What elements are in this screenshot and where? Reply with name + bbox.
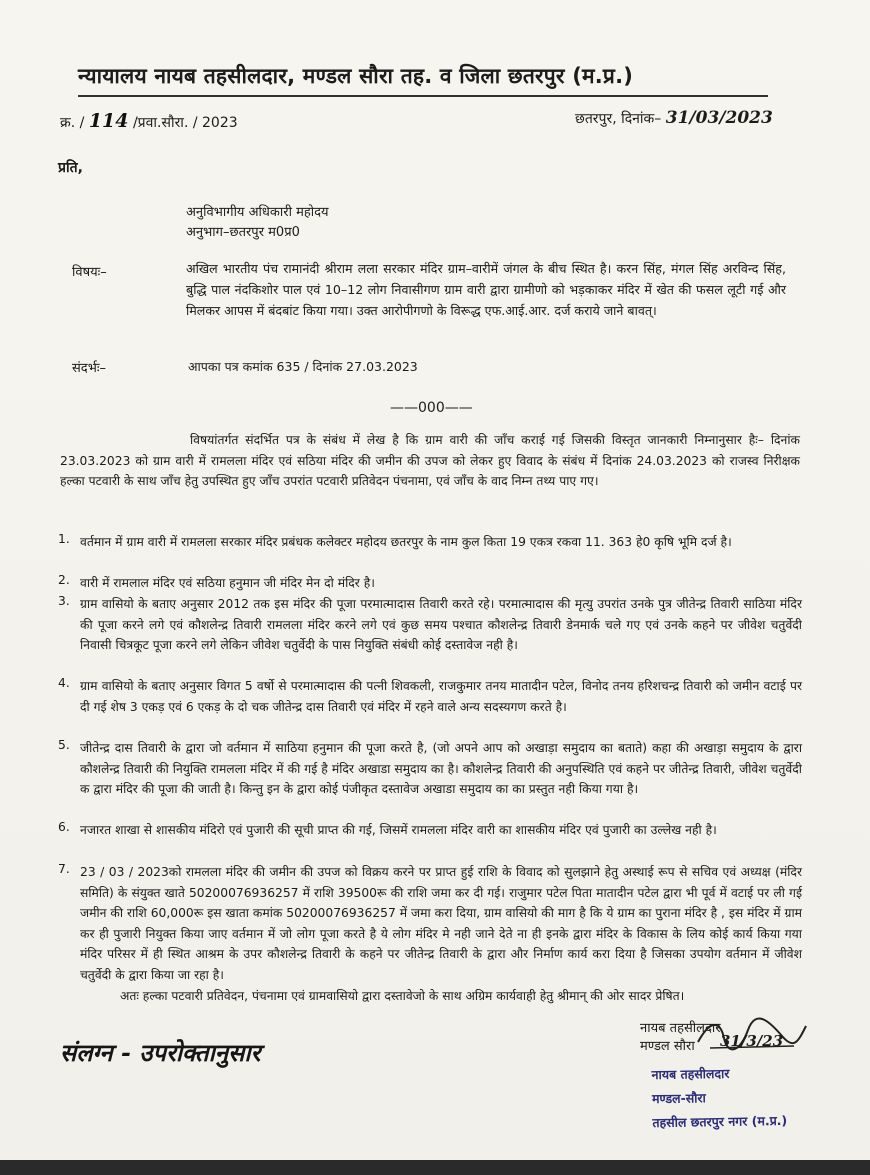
stamp-line-2: मण्डल-सौरा: [651, 1090, 706, 1107]
reference-label: संदर्भः–: [72, 361, 106, 376]
addressee-line-2: अनुभाग–छतरपुर म0प्र0: [186, 225, 300, 240]
ref-suffix: /प्रवा.सौरा. / 2023: [132, 115, 238, 131]
subject-text: अखिल भारतीय पंच रामानंदी श्रीराम लला सरकार मंदिर ग्राम–वारीमें जंगल के बीच स्थित है। करन सिंह, मंगल सिंह अरविन्द सिंह, बुद्धि पाल नंदकिशोर पाल एवं 10–12 लोग निवासीगण ग्राम वारी द्वारा ग्रामीणो को भड़काकर मंदिर में खेत की फसल लूटी गई और मिलकर आपस में बंदबांट किया गया। उक्त आरोपीगणो के विरूद्ध एफ.आई.आर. दर्ज कराये जाने बावत्।: [186, 261, 786, 318]
center-separator: ——000——: [390, 400, 473, 416]
to-label: प्रति,: [58, 160, 83, 176]
addressee-block: [186, 203, 329, 243]
list-item: ग्राम वासियो के बताए अनुसार विगत 5 वर्षो से परमात्मादास की पत्नी शिवकली, राजकुमार तनय मातादीन पटेल, विनोद तनय हरिशचन्द्र तिवारी को जमीन वटाई पर दी गई शेष 3 एकड़ एवं 6 एकड़ के दो चक जीतेन्द्र दास तिवारी एवं मंदिर में रहने वाले अन्य सदस्यगण करते है।: [80, 679, 802, 714]
list-item: ग्राम वासियो के बताए अनुसार 2012 तक इस मंदिर की पूजा परमात्मादास तिवारी करते रहे। परमात्मादास की मृत्यु उपरांत उनके पुत्र जीतेन्द्र तिवारी साठिया मंदिर की पूजा करने लगे एवं कौशलेन्द्र तिवारी रामलला मंदिर करने लगे एवं कुछ समय पश्चात कौशलेन्द्र तिवारी डेनमार्क चले गए एवं उनके कहने पर जीवेश चतुर्वेदी निवासी चित्रकूट पूजा करने लगे लेकिन जीवेश चतुर्वेदी के पास नियुक्ति संबंधी कोई दस्तावेज नही है।: [80, 597, 802, 652]
date-label: छतरपुर, दिनांक–: [575, 111, 666, 127]
bottom-edge-bar: [0, 1160, 870, 1175]
item-number: 4.: [58, 676, 70, 690]
subject-label: विषयः–: [72, 265, 107, 280]
date-line: [575, 108, 773, 128]
item-number: 5.: [58, 738, 70, 752]
ref-number-handwritten: 114: [88, 110, 129, 132]
item-number: 6.: [58, 820, 70, 834]
addressee-line-1: अनुविभागीय अधिकारी महोदय: [186, 205, 329, 220]
list-item: 23 / 03 / 2023को रामलला मंदिर की जमीन की उपज को विक्रय करने पर प्राप्त हुई राशि के विवाद को सुलझाने हेतु अस्थाई रूप से सचिव एवं अध्यक्ष (मंदिर समिति) के संयुक्त खाते 50200076936257 में राशि 39500रू की राशि जमा कर दी गई। राजुमार पटेल पिता मातादीन पटेल द्वारा भी पूर्व में वटाई पर ली गई जमीन की राशि 60,000रू इस खाता कमांक 50200076936257 में जमा करा दिया, ग्राम वासियो की माग है कि ये ग्राम का पुराना मंदिर है , इस मंदिर में ग्राम कर ही पुजारी नियुक्त किया जाए वर्तमान में जो लोग पूजा करते है ये लोग मंदिर मे नही जाने देते ना ही इनके द्वारा मंदिर के विकास के लिय कोई कार्य किया गया मंदिर परिसर में ही स्थित आश्रम के उपर कौशलेन्द्र तिवारी के कहने पर जीतेन्द्र तिवारी के द्वारा और निर्माण कार्य करा दिया है जिसका उपयोग वर्तमान में जीवेश चतुर्वेदी के द्वारा किया जा रहा है।: [80, 865, 802, 982]
signature-date-handwritten: 31/3/23: [720, 1032, 784, 1050]
office-heading: न्यायालय नायब तहसीलदार, मण्डल सौरा तह. व जिला छतरपुर (म.प्र.): [78, 64, 634, 88]
heading-underline: [78, 95, 768, 97]
reference-number: [60, 110, 238, 132]
reference-text: आपका पत्र कमांक 635 / दिनांक 27.03.2023: [188, 359, 418, 374]
intro-paragraph: विषयांतर्गत संदर्भित पत्र के संबंध में लेख है कि ग्राम वारी की जाँच कराई गई जिसकी विस्तृत जानकारी निम्नानुसार हैः– दिनांक 23.03.2023 को ग्राम वारी में रामलला मंदिर एवं सठिया मंदिर की जमीन की उपज को लेकर हुए विवाद के संबंध में दिनांक 24.03.2023 को राजस्व निरीक्षक हल्का पटवारी के साथ जाँच हेतु उपस्थित हुए जाँच उपरांत पटवारी प्रतिवेदन पंचनामा, एवं जाँच के वाद निम्न तथ्य पाए गए।: [60, 433, 800, 488]
date-handwritten: 31/03/2023: [665, 108, 773, 128]
list-item: जीतेन्द्र दास तिवारी के द्वारा जो वर्तमान में साठिया हनुमान की पूजा करते है, (जो अपने आप को अखाड़ा समुदाय का बताते) कहा की अखाड़ा समुदाय के द्वारा कौशलेन्द्र तिवारी की नियुक्ति रामलला मंदिर में की गई है मंदिर अखाडा समुदाय का है। कौशलेन्द्र तिवारी की अनुपस्थिति एवं कहने पर जीतेन्द्र तिवारी, जीवेश चतुर्वेदी क द्वारा मंदिर की पूजा की जाती है। किन्तु इन के द्वारा कोई पंजीकृत दस्तावेज अखाडा समुदाय का का प्रस्तुत नही किया गया है।: [80, 741, 802, 796]
item-number: 2.: [58, 573, 70, 587]
officer-circle: मण्डल सौरा: [640, 1039, 695, 1054]
stamp-line-1: नायब तहसीलदार: [651, 1065, 730, 1083]
official-stamp: [651, 1061, 787, 1135]
list-item: नजारत शाखा से शासकीय मंदिरो एवं पुजारी की सूची प्राप्त की गई, जिसमें रामलला मंदिर वारी का शासकीय मंदिर एवं पुजारी का उल्लेख नही है।: [80, 823, 717, 837]
ref-prefix: क्र. /: [60, 115, 89, 131]
list-item: वारी में रामलाल मंदिर एवं सठिया हनुमान जी मंदिर मेन दो मंदिर है।: [80, 576, 375, 590]
item-number: 1.: [58, 532, 70, 546]
closing-paragraph: अतः हल्का पटवारी प्रतिवेदन, पंचनामा एवं ग्रामवासियो द्वारा दस्तावेजो के साथ अग्रिम कार्यवाही हेतु श्रीमान् की ओर सादर प्रेषित।: [120, 989, 685, 1003]
list-item: वर्तमान में ग्राम वारी में रामलला सरकार मंदिर प्रबंधक कलेक्टर महोदय छतरपुर के नाम कुल किता 19 एकत्र रकवा 11. 363 हे0 कृषि भूमि दर्ज है।: [80, 535, 732, 549]
stamp-line-3: तहसील छतरपुर नगर (म.प्र.): [652, 1112, 788, 1131]
item-number: 7.: [58, 862, 70, 876]
item-number: 3.: [58, 594, 70, 608]
officer-block: [640, 1020, 784, 1056]
officer-designation: नायब तहसीलदार: [640, 1021, 721, 1036]
enclosure-note-handwritten: संलग्न - उपरोक्तानुसार: [60, 1038, 261, 1067]
